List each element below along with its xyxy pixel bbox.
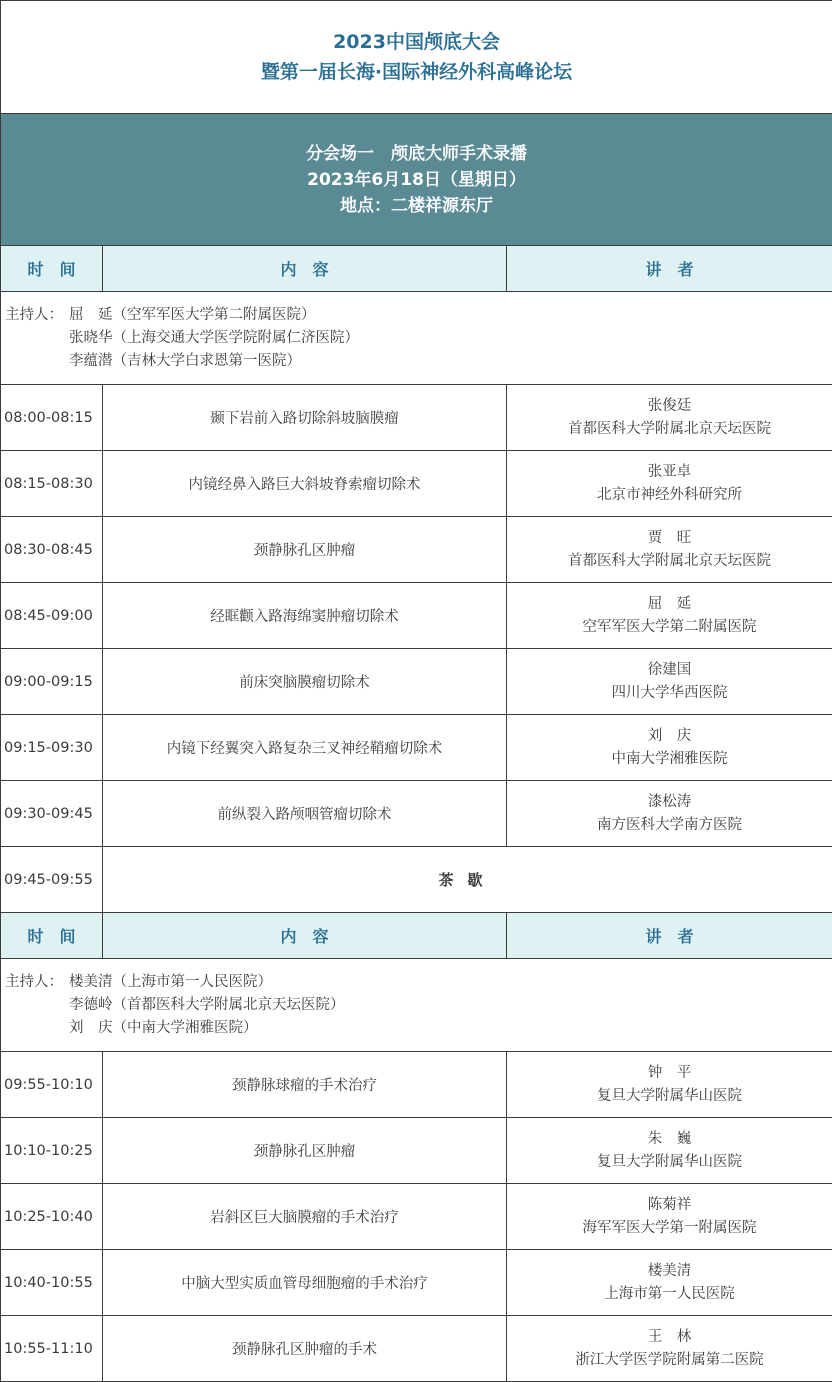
hosts-cell-2 bbox=[1, 959, 832, 1052]
time-cell: 08:15-08:30 bbox=[1, 451, 103, 517]
speaker-cell bbox=[507, 649, 832, 715]
table-row bbox=[1, 451, 832, 517]
table-row bbox=[1, 385, 832, 451]
speaker-org: 南方医科大学南方医院 bbox=[597, 816, 743, 833]
host-name: 刘 庆（中南大学湘雅医院） bbox=[69, 1019, 258, 1036]
speaker-name: 刘 庆 bbox=[647, 727, 692, 744]
speaker-name: 王 林 bbox=[647, 1328, 692, 1345]
table-row bbox=[1, 1316, 832, 1382]
time-cell: 10:25-10:40 bbox=[1, 1184, 103, 1250]
content-cell: 颞下岩前入路切除斜坡脑膜瘤 bbox=[103, 385, 507, 451]
speaker-name: 楼美清 bbox=[647, 1262, 692, 1279]
table-row bbox=[1, 1052, 832, 1118]
header-content: 内 容 bbox=[103, 913, 507, 959]
hosts-row-1 bbox=[1, 292, 832, 385]
speaker-org: 复旦大学附属华山医院 bbox=[597, 1153, 743, 1170]
content-cell: 前床突脑膜瘤切除术 bbox=[103, 649, 507, 715]
time-cell: 10:55-11:10 bbox=[1, 1316, 103, 1382]
time-cell: 09:55-10:10 bbox=[1, 1052, 103, 1118]
speaker-org: 首都医科大学附属北京天坛医院 bbox=[568, 420, 772, 437]
speaker-name: 张俊廷 bbox=[647, 397, 692, 414]
table-row bbox=[1, 649, 832, 715]
speaker-name: 贾 旺 bbox=[647, 529, 692, 546]
speaker-cell bbox=[507, 1118, 832, 1184]
title-row bbox=[1, 1, 832, 114]
speaker-name: 钟 平 bbox=[647, 1064, 692, 1081]
host-label: 主持人： bbox=[5, 306, 63, 323]
session-name: 分会场一 颅底大师手术录播 bbox=[306, 143, 528, 164]
speaker-cell bbox=[507, 517, 832, 583]
speaker-org: 空军军医大学第二附属医院 bbox=[582, 618, 757, 635]
host-label: 主持人： bbox=[5, 973, 63, 990]
table-row bbox=[1, 1118, 832, 1184]
speaker-name: 张亚卓 bbox=[647, 463, 692, 480]
speaker-org: 海军军医大学第一附属医院 bbox=[582, 1219, 757, 1236]
time-cell: 09:00-09:15 bbox=[1, 649, 103, 715]
speaker-name: 屈 延 bbox=[647, 595, 692, 612]
content-cell: 颈静脉孔区肿瘤 bbox=[103, 517, 507, 583]
host-name: 李蕴潜（吉林大学白求恩第一医院） bbox=[69, 352, 301, 369]
speaker-name: 漆松涛 bbox=[647, 793, 692, 810]
speaker-org: 首都医科大学附属北京天坛医院 bbox=[568, 552, 772, 569]
speaker-org: 北京市神经外科研究所 bbox=[597, 486, 743, 503]
header-content: 内 容 bbox=[103, 246, 507, 292]
speaker-org: 浙江大学医学院附属第二医院 bbox=[575, 1351, 764, 1368]
header-time: 时 间 bbox=[1, 246, 103, 292]
content-cell: 内镜下经翼突入路复杂三叉神经鞘瘤切除术 bbox=[103, 715, 507, 781]
header-speaker: 讲 者 bbox=[507, 246, 832, 292]
conference-title-line1: 2023中国颅底大会 bbox=[333, 31, 500, 53]
host-name: 李德岭（首都医科大学附属北京天坛医院） bbox=[69, 996, 345, 1013]
time-cell: 09:15-09:30 bbox=[1, 715, 103, 781]
table-row bbox=[1, 1250, 832, 1316]
time-cell: 10:10-10:25 bbox=[1, 1118, 103, 1184]
table-row bbox=[1, 583, 832, 649]
tea-break-label: 茶歇 bbox=[103, 847, 832, 913]
speaker-cell bbox=[507, 1250, 832, 1316]
host-name: 屈 延（空军军医大学第二附属医院） bbox=[69, 306, 316, 323]
speaker-org: 上海市第一人民医院 bbox=[604, 1285, 735, 1302]
content-cell: 岩斜区巨大脑膜瘤的手术治疗 bbox=[103, 1184, 507, 1250]
time-cell: 08:00-08:15 bbox=[1, 385, 103, 451]
speaker-cell bbox=[507, 781, 832, 847]
hosts-row-2 bbox=[1, 959, 832, 1052]
time-cell: 08:45-09:00 bbox=[1, 583, 103, 649]
break-time: 09:45-09:55 bbox=[1, 847, 103, 913]
table-row bbox=[1, 517, 832, 583]
speaker-name: 徐建国 bbox=[647, 661, 692, 678]
speaker-cell bbox=[507, 385, 832, 451]
session-date: 2023年6月18日（星期日） bbox=[307, 169, 526, 190]
time-cell: 08:30-08:45 bbox=[1, 517, 103, 583]
content-cell: 内镜经鼻入路巨大斜坡脊索瘤切除术 bbox=[103, 451, 507, 517]
header-time: 时 间 bbox=[1, 913, 103, 959]
speaker-name: 朱 巍 bbox=[647, 1130, 692, 1147]
speaker-cell bbox=[507, 1316, 832, 1382]
content-cell: 颈静脉孔区肿瘤的手术 bbox=[103, 1316, 507, 1382]
conference-title-line2: 暨第一届长海·国际神经外科高峰论坛 bbox=[260, 61, 573, 83]
content-cell: 颈静脉孔区肿瘤 bbox=[103, 1118, 507, 1184]
content-cell: 经眶颧入路海绵窦肿瘤切除术 bbox=[103, 583, 507, 649]
table-row bbox=[1, 715, 832, 781]
hosts-cell-1 bbox=[1, 292, 832, 385]
speaker-org: 中南大学湘雅医院 bbox=[611, 750, 728, 767]
speaker-name: 陈菊祥 bbox=[647, 1196, 692, 1213]
speaker-org: 复旦大学附属华山医院 bbox=[597, 1087, 743, 1104]
host-name: 楼美清（上海市第一人民医院） bbox=[69, 973, 272, 990]
speaker-cell bbox=[507, 583, 832, 649]
host-name: 张晓华（上海交通大学医学院附属仁济医院） bbox=[69, 329, 359, 346]
session-row bbox=[1, 114, 832, 246]
speaker-org: 四川大学华西医院 bbox=[611, 684, 728, 701]
content-cell: 前纵裂入路颅咽管瘤切除术 bbox=[103, 781, 507, 847]
session-banner bbox=[1, 114, 832, 246]
time-cell: 09:30-09:45 bbox=[1, 781, 103, 847]
header-speaker: 讲 者 bbox=[507, 913, 832, 959]
speaker-cell bbox=[507, 451, 832, 517]
speaker-cell bbox=[507, 1184, 832, 1250]
time-cell: 10:40-10:55 bbox=[1, 1250, 103, 1316]
conference-title bbox=[1, 1, 832, 114]
session-location: 地点：二楼祥源东厅 bbox=[340, 195, 494, 216]
table-row bbox=[1, 781, 832, 847]
content-cell: 颈静脉球瘤的手术治疗 bbox=[103, 1052, 507, 1118]
table-header-2 bbox=[1, 913, 832, 959]
speaker-cell bbox=[507, 1052, 832, 1118]
table-header-1 bbox=[1, 246, 832, 292]
speaker-cell bbox=[507, 715, 832, 781]
content-cell: 中脑大型实质血管母细胞瘤的手术治疗 bbox=[103, 1250, 507, 1316]
table-row bbox=[1, 1184, 832, 1250]
break-row bbox=[1, 847, 832, 913]
